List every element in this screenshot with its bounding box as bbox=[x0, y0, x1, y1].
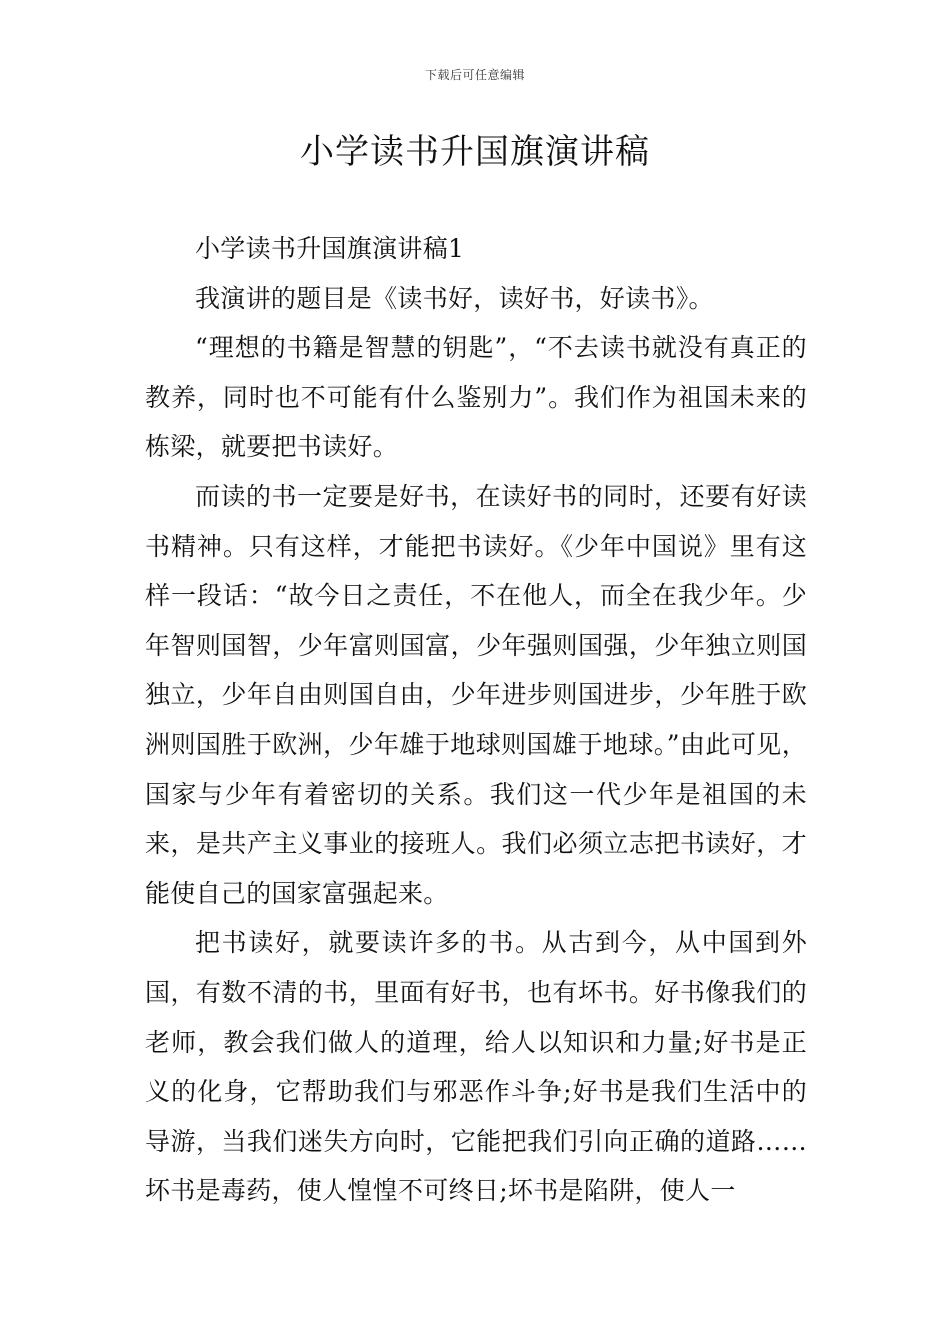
header-note: 下载后可任意编辑 bbox=[424, 68, 525, 82]
paragraph: 而读的书一定要是好书，在读好书的同时，还要有好读书精神。只有这样，才能把书读好。《少年中国说》里有这样一段话：“故今日之责任，不在他人，而全在我少年。少年智则国智，少年富则国富，少年强则国强，少年独立则国独立，少年自由则国自由，少年进步则国进步，少年胜于欧洲则国胜于欧洲，少年雄于地球则国雄于地球。”由此可见，国家与少年有着密切的关系。我们这一代少年是祖国的未来，是共产主义事业的接班人。我们必须立志把书读好，才能使自己的国家富强起来。 bbox=[145, 481, 807, 908]
paragraph: 把书读好，就要读许多的书。从古到今，从中国到外国，有数不清的书，里面有好书，也有坏书。好书像我们的老师，教会我们做人的道理，给人以知识和力量;好书是正义的化身，它帮助我们与邪恶作斗争;好书是我们生活中的导游，当我们迷失方向时，它能把我们引向正确的道路……坏书是毒药，使人惶惶不可终日;坏书是陷阱，使人一 bbox=[145, 928, 807, 1206]
section-heading: 小学读书升国旗演讲稿1 bbox=[195, 234, 465, 263]
document-body bbox=[145, 224, 807, 1216]
document-title: 小学读书升国旗演讲稿 bbox=[300, 132, 650, 172]
paragraph: 我演讲的题目是《读书好，读好书，好读书》。 bbox=[195, 283, 714, 313]
paragraph: “理想的书籍是智慧的钥匙”，“不去读书就没有真正的教养，同时也不可能有什么鉴别力”。我们作为祖国未来的栋梁，就要把书读好。 bbox=[145, 333, 807, 462]
